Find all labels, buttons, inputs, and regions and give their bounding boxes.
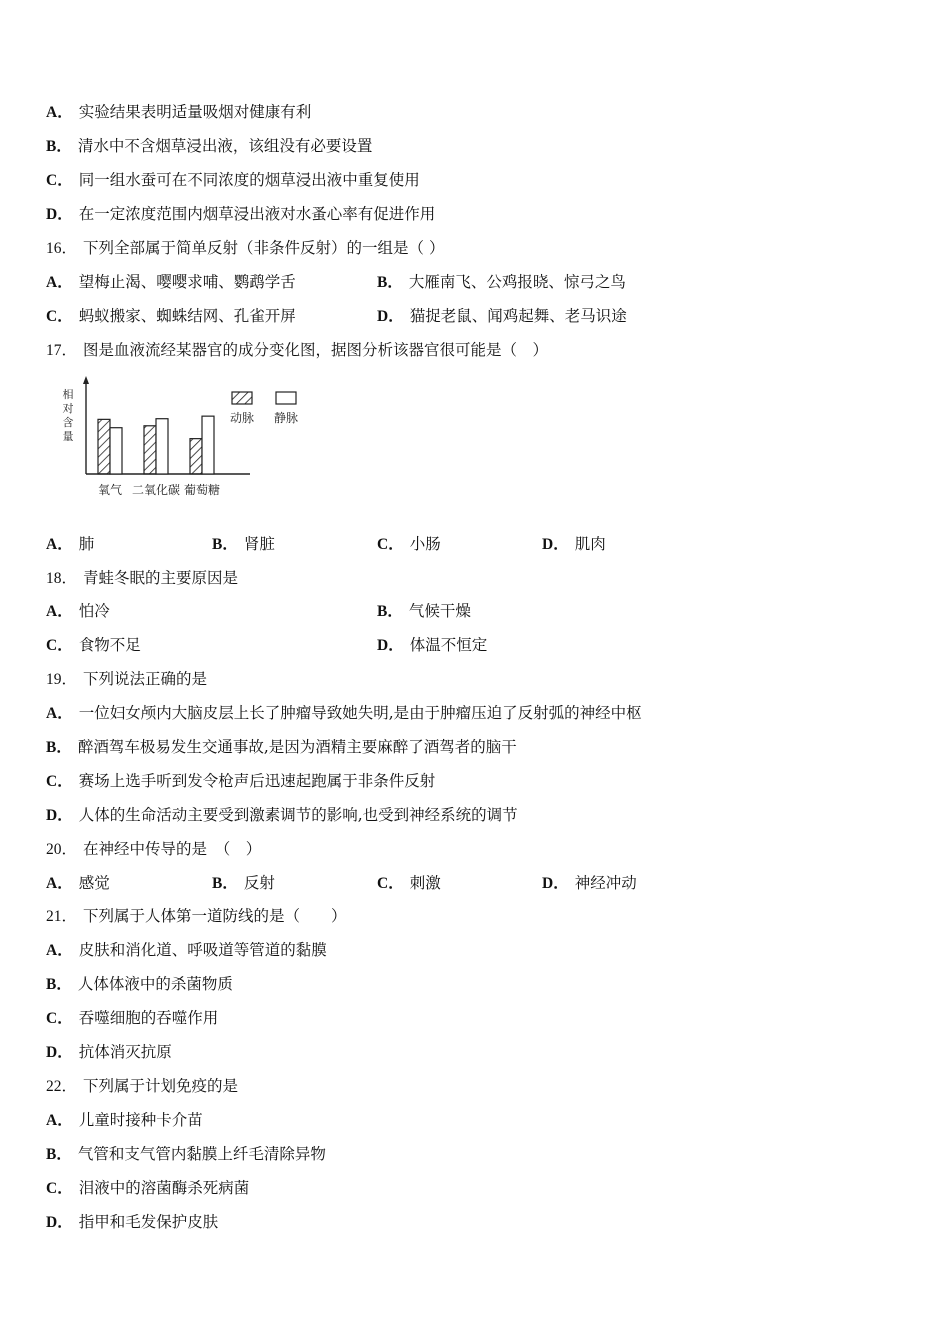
x-tick-label-1: 二氧化碳 xyxy=(131,483,181,497)
q16-option-c: C． 蚂蚁搬家、蜘蛛结网、孔雀开屏 xyxy=(46,307,296,325)
bar-vein-0 xyxy=(110,428,122,474)
q17-stem: 17． 图是血液流经某器官的成分变化图，据图分析该器官很可能是（ ） xyxy=(46,341,549,359)
legend-artery-label: 动脉 xyxy=(229,411,255,425)
q20-option-b: B． 反射 xyxy=(212,874,275,892)
x-tick-label-2: 葡萄糖 xyxy=(183,483,221,497)
q19-option-a: A． 一位妇女颅内大脑皮层上长了肿瘤导致她失明,是由于肿瘤压迫了反射弧的神经中枢 xyxy=(46,704,642,722)
q21-option-c: C． 吞噬细胞的吞噬作用 xyxy=(46,1009,219,1027)
q17-option-c: C． 小肠 xyxy=(377,535,441,553)
bar-vein-2 xyxy=(202,416,214,474)
q20-option-c: C． 刺激 xyxy=(377,874,441,892)
q19-option-c: C． 赛场上选手听到发令枪声后迅速起跑属于非条件反射 xyxy=(46,772,436,790)
q22-option-d: D． 指甲和毛发保护皮肤 xyxy=(46,1213,219,1231)
bar-artery-0 xyxy=(98,419,110,474)
legend-vein-swatch xyxy=(276,392,296,404)
q19-option-d: D． 人体的生命活动主要受到激素调节的影响,也受到神经系统的调节 xyxy=(46,806,518,824)
q19-option-b: B． 醉酒驾车极易发生交通事故,是因为酒精主要麻醉了酒驾者的脑干 xyxy=(46,738,517,756)
q15-option-d: D． 在一定浓度范围内烟草浸出液对水蚤心率有促进作用 xyxy=(46,205,436,223)
chart-ylabel-char-0: 相 xyxy=(62,388,74,401)
q21-option-b: B． 人体体液中的杀菌物质 xyxy=(46,975,233,993)
q22-stem: 22． 下列属于计划免疫的是 xyxy=(46,1077,239,1095)
chart-ylabel-char-1: 对 xyxy=(62,402,74,415)
q15-option-a: A． 实验结果表明适量吸烟对健康有利 xyxy=(46,103,312,121)
x-tick-label-0: 氧气 xyxy=(97,483,123,497)
q16-option-a: A． 望梅止渴、嘤嘤求哺、鹦鹉学舌 xyxy=(46,273,296,291)
legend-artery-swatch xyxy=(232,392,252,404)
q20-option-a: A． 感觉 xyxy=(46,874,110,892)
q21-stem: 21． 下列属于人体第一道防线的是（ ） xyxy=(46,907,347,925)
q18-stem: 18． 青蛙冬眠的主要原因是 xyxy=(46,569,239,587)
bar-artery-2 xyxy=(190,439,202,474)
legend-vein-label: 静脉 xyxy=(273,411,299,425)
q19-stem: 19． 下列说法正确的是 xyxy=(46,670,208,688)
q17-option-d: D． 肌肉 xyxy=(542,535,606,553)
q22-option-a: A． 儿童时接种卡介苗 xyxy=(46,1111,203,1129)
q18-option-c: C． 食物不足 xyxy=(46,636,141,654)
q15-option-c: C． 同一组水蚕可在不同浓度的烟草浸出液中重复使用 xyxy=(46,171,420,189)
q16-stem: 16． 下列全部属于简单反射（非条件反射）的一组是（ ） xyxy=(46,239,445,257)
q21-option-a: A． 皮肤和消化道、呼吸道等管道的黏膜 xyxy=(46,941,327,959)
q22-option-b: B． 气管和支气管内黏膜上纤毛清除异物 xyxy=(46,1145,326,1163)
q18-option-b: B． 气候干燥 xyxy=(377,602,471,620)
q18-option-d: D． 体温不恒定 xyxy=(377,636,488,654)
chart-ylabel-char-3: 量 xyxy=(62,430,74,443)
bar-vein-1 xyxy=(156,419,168,474)
q20-option-d: D． 神经冲动 xyxy=(542,874,637,892)
chart-y-axis-arrow xyxy=(83,376,89,384)
q15-option-b: B． 清水中不含烟草浸出液，该组没有必要设置 xyxy=(46,137,373,155)
bar-artery-1 xyxy=(144,426,156,474)
chart-ylabel-char-2: 含 xyxy=(62,416,74,429)
q20-stem: 20． 在神经中传导的是 （ ） xyxy=(46,840,262,858)
q17-option-b: B． 肾脏 xyxy=(212,535,275,553)
q17-option-a: A． 肺 xyxy=(46,535,95,553)
q16-option-d: D． 猫捉老鼠、闻鸡起舞、老马识途 xyxy=(377,307,627,325)
blood-composition-chart xyxy=(60,376,320,506)
q16-option-b: B． 大雁南飞、公鸡报晓、惊弓之鸟 xyxy=(377,273,626,291)
q22-option-c: C． 泪液中的溶菌酶杀死病菌 xyxy=(46,1179,250,1197)
q18-option-a: A． 怕冷 xyxy=(46,602,110,620)
q21-option-d: D． 抗体消灭抗原 xyxy=(46,1043,172,1061)
